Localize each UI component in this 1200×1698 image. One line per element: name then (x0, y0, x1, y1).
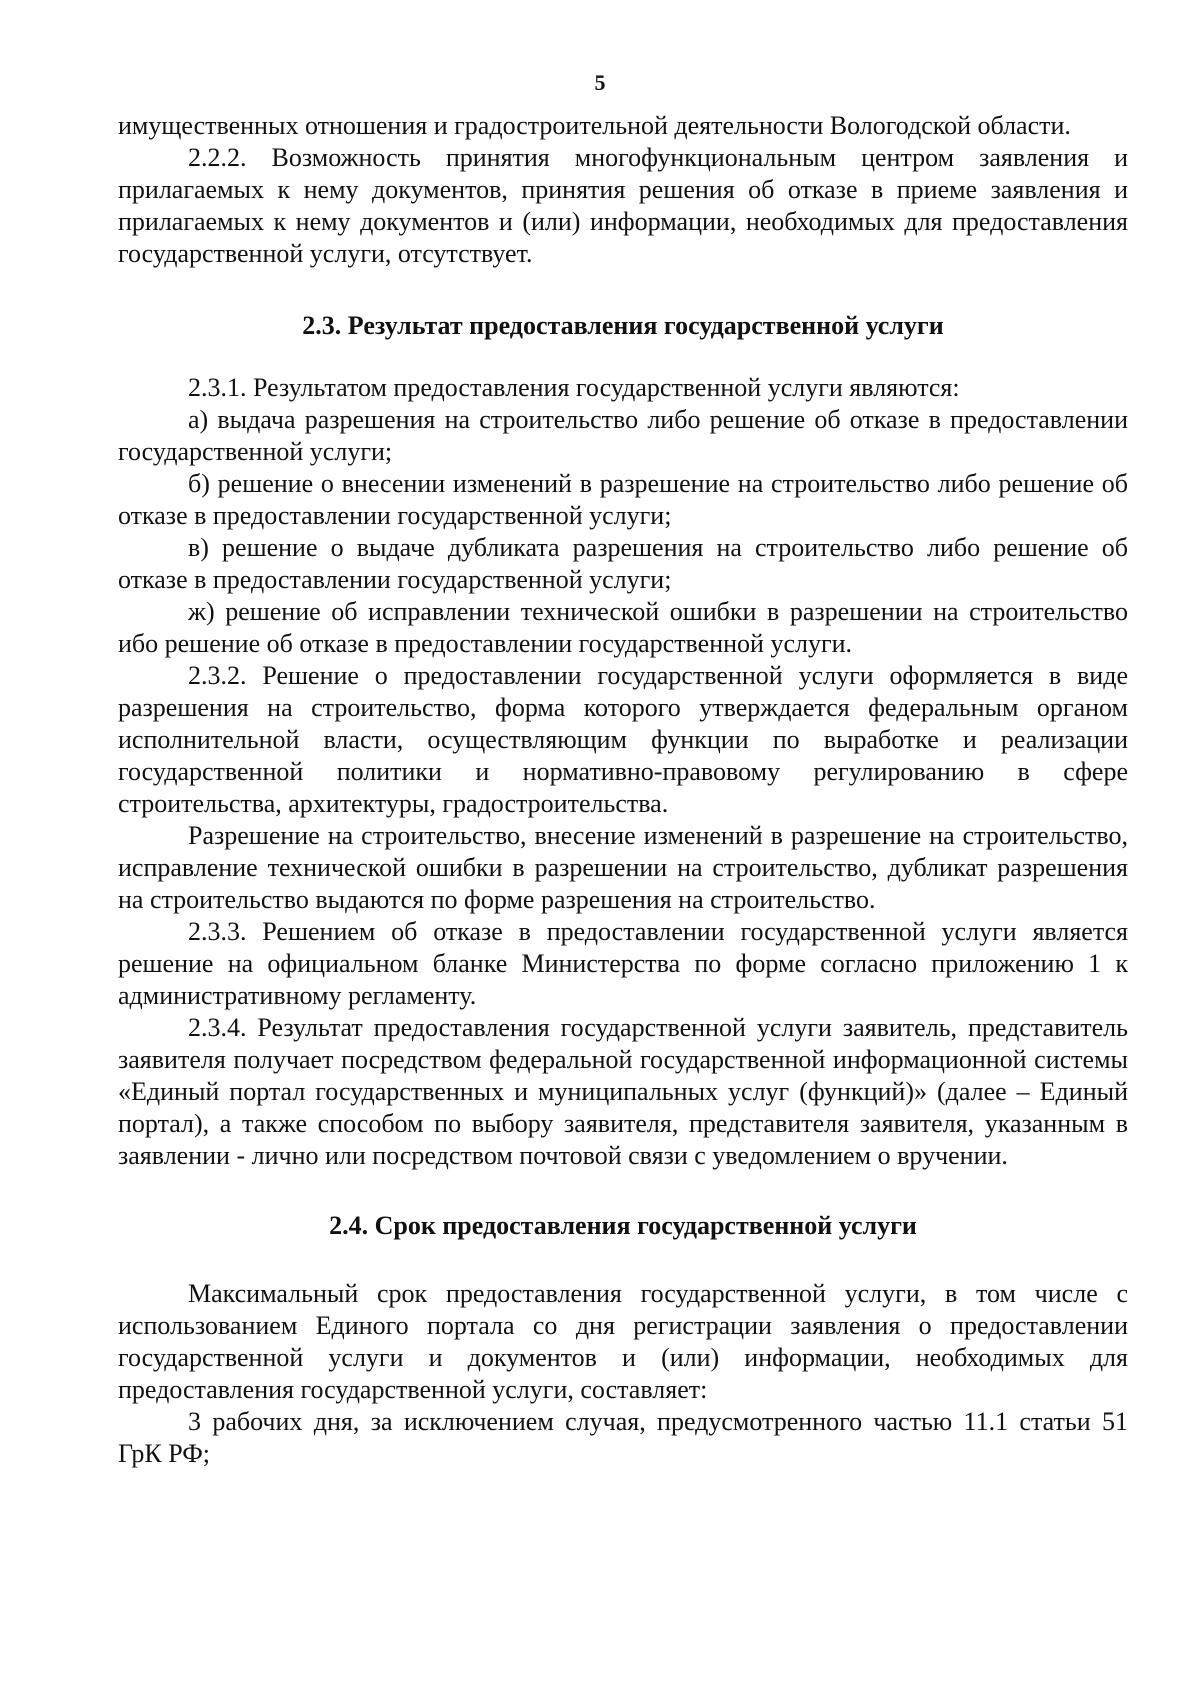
paragraph-continuation: имущественных отношения и градостроительной деятельности Вологодской области. (118, 111, 1071, 140)
page-number: 5 (594, 70, 606, 95)
paragraph-2-3-4: 2.3.4. Результат предоставления государственной услуги заявитель, представитель заявителя получает посредством федеральной государственной информационной системы «Единый портал государственных и муниципальных услуг (функций)» (далее – Единый портал), а также способом по выбору заявителя, представителя заявителя, указанным в заявлении - лично или посредством почтовой связи с уведомлением о вручении. (118, 1013, 1128, 1170)
paragraph-max-term: Максимальный срок предоставления государственной услуги, в том числе с использованием Единого портала со дня регистрации заявления о предоставлении государственной услуги и документов и (или) информации, необходимых для предоставления государственной услуги, составляет: (118, 1279, 1128, 1404)
paragraph-2-3-2: 2.3.2. Решение о предоставлении государственной услуги оформляется в виде разрешения на строительство, форма которого утверждается федеральным органом исполнительной власти, осуществляющим функции по выработке и реализации государственной политики и нормативно-правовому регулированию в сфере строительства, архитектуры, градостроительства. (118, 661, 1128, 818)
list-item-a: а) выдача разрешения на строительство либо решение об отказе в предоставлении государственной услуги; (118, 405, 1128, 466)
paragraph-2-2-2: 2.2.2. Возможность принятия многофункциональным центром заявления и прилагаемых к нему документов, принятия решения об отказе в приеме заявления и прилагаемых к нему документов и (или) информации, необходимых для предоставления государственной услуги, отсутствует. (118, 143, 1128, 268)
section-heading-2-4: 2.4. Срок предоставления государственной услуги (329, 1211, 917, 1240)
list-item-v: в) решение о выдаче дубликата разрешения на строительство либо решение об отказе в предоставлении государственной услуги; (118, 533, 1128, 594)
paragraph-2-3-3: 2.3.3. Решением об отказе в предоставлении государственной услуги является решение на официальном бланке Министерства по форме согласно приложению 1 к административному регламенту. (118, 917, 1128, 1010)
section-heading-2-3: 2.3. Результат предоставления государственной услуги (302, 311, 944, 340)
list-item-b: б) решение о внесении изменений в разрешение на строительство либо решение об отказе в предоставлении государственной услуги; (118, 469, 1128, 530)
paragraph-three-days: 3 рабочих дня, за исключением случая, предусмотренного частью 11.1 статьи 51 ГрК РФ; (118, 1407, 1128, 1468)
document-body (118, 110, 1128, 1470)
list-item-zh: ж) решение об исправлении технической ошибки в разрешении на строительство ибо решение об отказе в предоставлении государственной услуги. (118, 597, 1128, 658)
paragraph-2-3-1: 2.3.1. Результатом предоставления государственной услуги являются: (188, 373, 960, 402)
paragraph-permit-forms: Разрешение на строительство, внесение изменений в разрешение на строительство, исправление технической ошибки в разрешении на строительство, дубликат разрешения на строительство выдаются по форме разрешения на строительство. (118, 821, 1128, 914)
